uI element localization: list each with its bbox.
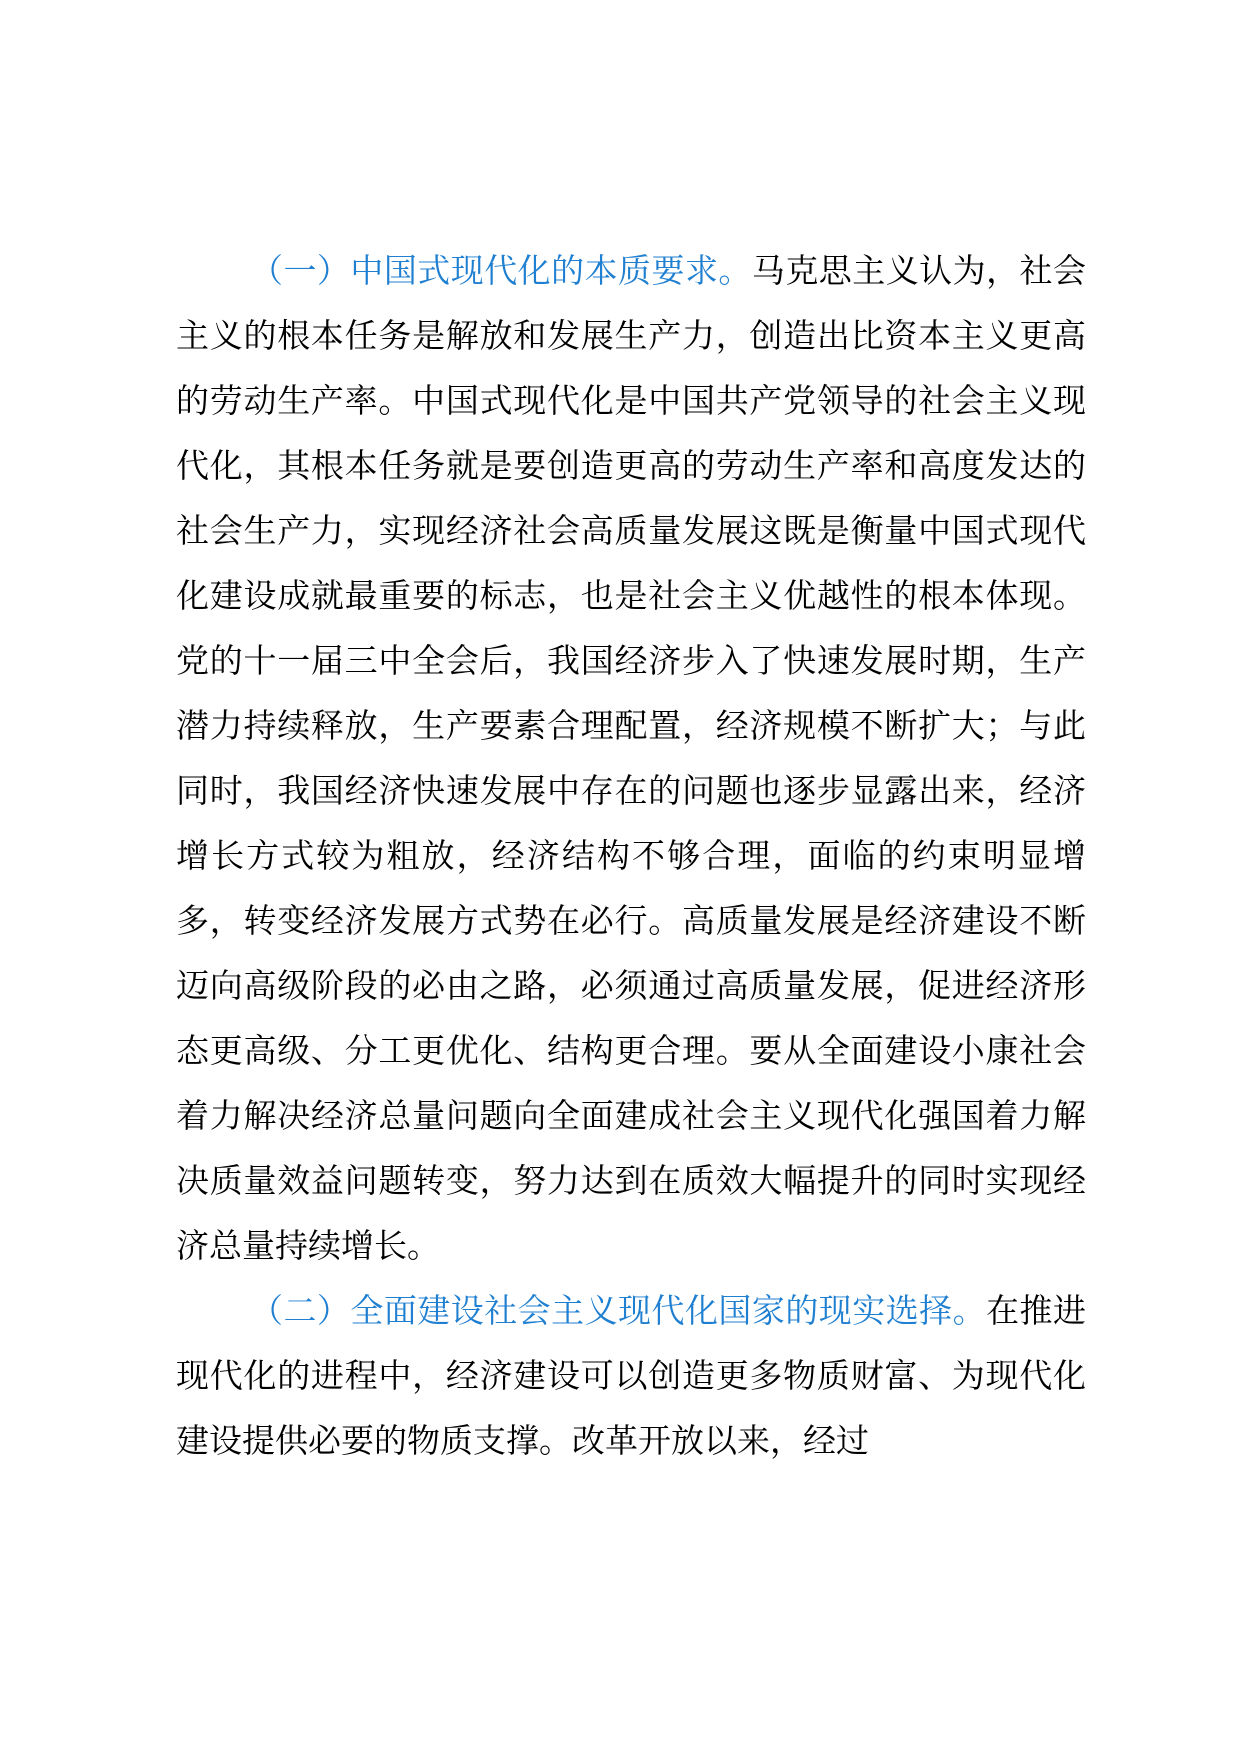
paragraph-1-heading: （一）中国式现代化的本质要求。 [250, 251, 752, 290]
paragraph-1 [176, 238, 1086, 1278]
paragraph-2-heading: （二）全面建设社会主义现代化国家的现实选择。 [250, 1291, 987, 1330]
paragraph-2-text: 在推进现代化的进程中，经济建设可以创造更多物质财富、为现代化建设提供必要的物质支撑。改革开放以来，经过 [176, 1291, 1087, 1460]
paragraph-1-text: 马克思主义认为，社会主义的根本任务是解放和发展生产力，创造出比资本主义更高的劳动生产率。中国式现代化是中国共产党领导的社会主义现代化，其根本任务就是要创造更高的劳动生产率和高度发达的社会生产力，实现经济社会高质量发展这既是衡量中国式现代化建设成就最重要的标志，也是社会主义优越性的根本体现。党的十一届三中全会后，我国经济步入了快速发展时期，生产潜力持续释放，生产要素合理配置，经济规模不断扩大；与此同时，我国经济快速发展中存在的问题也逐步显露出来，经济增长方式较为粗放，经济结构不够合理，面临的约束明显增多，转变经济发展方式势在必行。高质量发展是经济建设不断迈向高级阶段的必由之路，必须通过高质量发展，促进经济形态更高级、分工更优化、结构更合理。要从全面建设小康社会着力解决经济总量问题向全面建成社会主义现代化强国着力解决质量效益问题转变，努力达到在质效大幅提升的同时实现经济总量持续增长。 [176, 251, 1087, 1265]
paragraph-2 [176, 1278, 1086, 1473]
document-body [176, 238, 1086, 1473]
